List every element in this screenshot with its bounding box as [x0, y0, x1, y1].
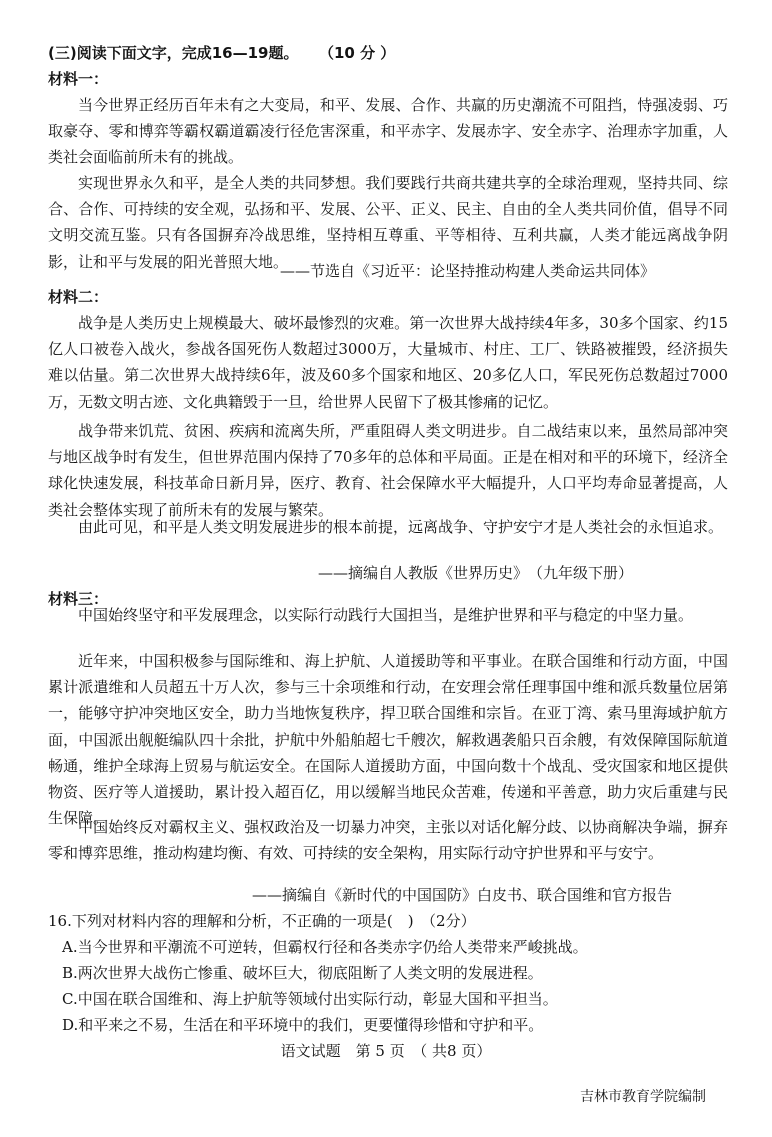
question-16-option-a: A.当今世界和平潮流不可逆转，但霸权行径和各类赤字仍给人类带来严峻挑战。 — [62, 938, 588, 956]
material-2-label: 材料二： — [48, 288, 109, 306]
section-score: （10 分 ） — [326, 44, 396, 62]
material-3-label: 材料三： — [48, 590, 109, 608]
question-16-option-c: C.中国在联合国维和、海上护航等领域付出实际行动，彰显大国和平担当。 — [62, 990, 558, 1008]
material-1-paragraph-1: 当今世界正经历百年未有之大变局，和平、发展、合作、共赢的历史潮流不可阻挡，恃强凌弱、巧取豪夺、零和博弈等霸权霸道霸凌行径危害深重，和平赤字、发展赤字、安全赤字、治理赤字加重，人类社会面临前所未有的挑战。 — [48, 96, 728, 167]
material-3-paragraph-3: 中国始终反对霸权主义、强权政治及一切暴力冲突，主张以对话化解分歧、以协商解决争端，摒弃零和博弈思维，推动构建均衡、有效、可持续的安全架构，用实际行动守护世界和平与安宁。 — [48, 818, 728, 863]
material-1-source: ——节选自《习近平：论坚持推动构建人类命运共同体》 — [280, 262, 656, 280]
material-2-paragraph-1: 战争是人类历史上规模最大、破坏最惨烈的灾难。第一次世界大战持续4年多，30多个国家、约15亿人口被卷入战火，参战各国死伤人数超过3000万，大量城市、村庄、工厂、铁路被摧毁，经济损失难以估量。第二次世界大战持续6年，波及60多个国家和地区、20多亿人口，军民死伤总数超过7000万，无数文明古迹、文化典籍毁于一旦，给世界人民留下了极其惨痛的记忆。 — [48, 314, 728, 411]
question-16-option-d: D.和平来之不易，生活在和平环境中的我们，更要懂得珍惜和守护和平。 — [62, 1016, 544, 1034]
material-2-source: ——摘编自人教版《世界历史》 （九年级下册） — [318, 564, 634, 582]
publisher-credit: 吉林市教育学院编制 — [580, 1089, 706, 1105]
material-3-source: ——摘编自《新时代的中国国防》白皮书、联合国维和官方报告 — [252, 886, 673, 904]
material-1-label: 材料一： — [48, 70, 109, 88]
material-2-paragraph-2: 战争带来饥荒、贫困、疾病和流离失所，严重阻碍人类文明进步。自二战结束以来，虽然局部冲突与地区战争时有发生，但世界范围内保持了70多年的总体和平局面。正是在相对和平的环境下，经济全球化快速发展，科技革命日新月异，医疗、教育、社会保障水平大幅提升，人口平均寿命显著提高，人类社会整体实现了前所未有的发展与繁荣。 — [48, 422, 728, 519]
material-2-paragraph-3: 由此可见，和平是人类文明发展进步的根本前提，远离战争、守护安宁才是人类社会的永恒追求。 — [78, 518, 724, 536]
section-heading-text: (三)阅读下面文字，完成16—19题。 — [48, 44, 299, 62]
page-footer: 语文试题 第 5 页 （ 共8 页） — [280, 1042, 492, 1060]
material-3-paragraph-2: 近年来，中国积极参与国际维和、海上护航、人道援助等和平事业。在联合国维和行动方面，中国累计派遣维和人员超五十万人次，参与三十余项维和行动，在安理会常任理事国中维和派兵数量位居第一，能够守护冲突地区安全，助力当地恢复秩序，捍卫联合国维和宗旨。在亚丁湾、索马里海域护航方面，中国派出舰艇编队四十余批，护航中外船舶超七千艘次，解救遇袭船只百余艘，有效保障国际航道畅通，维护全球海上贸易与航运安全。在国际人道援助方面，中国向数十个战乱、受灾国家和地区提供物资、医疗等人道援助，累计投入超百亿，用以缓解当地民众苦难，传递和平善意，助力灾后重建与民生保障。 — [48, 652, 728, 828]
material-1-paragraph-2: 实现世界永久和平，是全人类的共同梦想。我们要践行共商共建共享的全球治理观，坚持共同、综合、合作、可持续的安全观，弘扬和平、发展、公平、正义、民主、自由的全人类共同价值，倡导不同文明交流互鉴。只有各国摒弃冷战思维，坚持相互尊重、平等相待、互利共赢，人类才能远离战争阴影，让和平与发展的阳光普照大地。 — [48, 174, 728, 271]
question-16-option-b: B.两次世界大战伤亡惨重、破坏巨大，彻底阻断了人类文明的发展进程。 — [62, 964, 543, 982]
material-3-paragraph-1: 中国始终坚守和平发展理念，以实际行动践行大国担当，是维护世界和平与稳定的中坚力量。 — [78, 606, 694, 624]
section-heading — [48, 40, 728, 66]
question-16-stem: 16.下列对材料内容的理解和分析，不正确的一项是( ) （2分） — [48, 912, 476, 930]
